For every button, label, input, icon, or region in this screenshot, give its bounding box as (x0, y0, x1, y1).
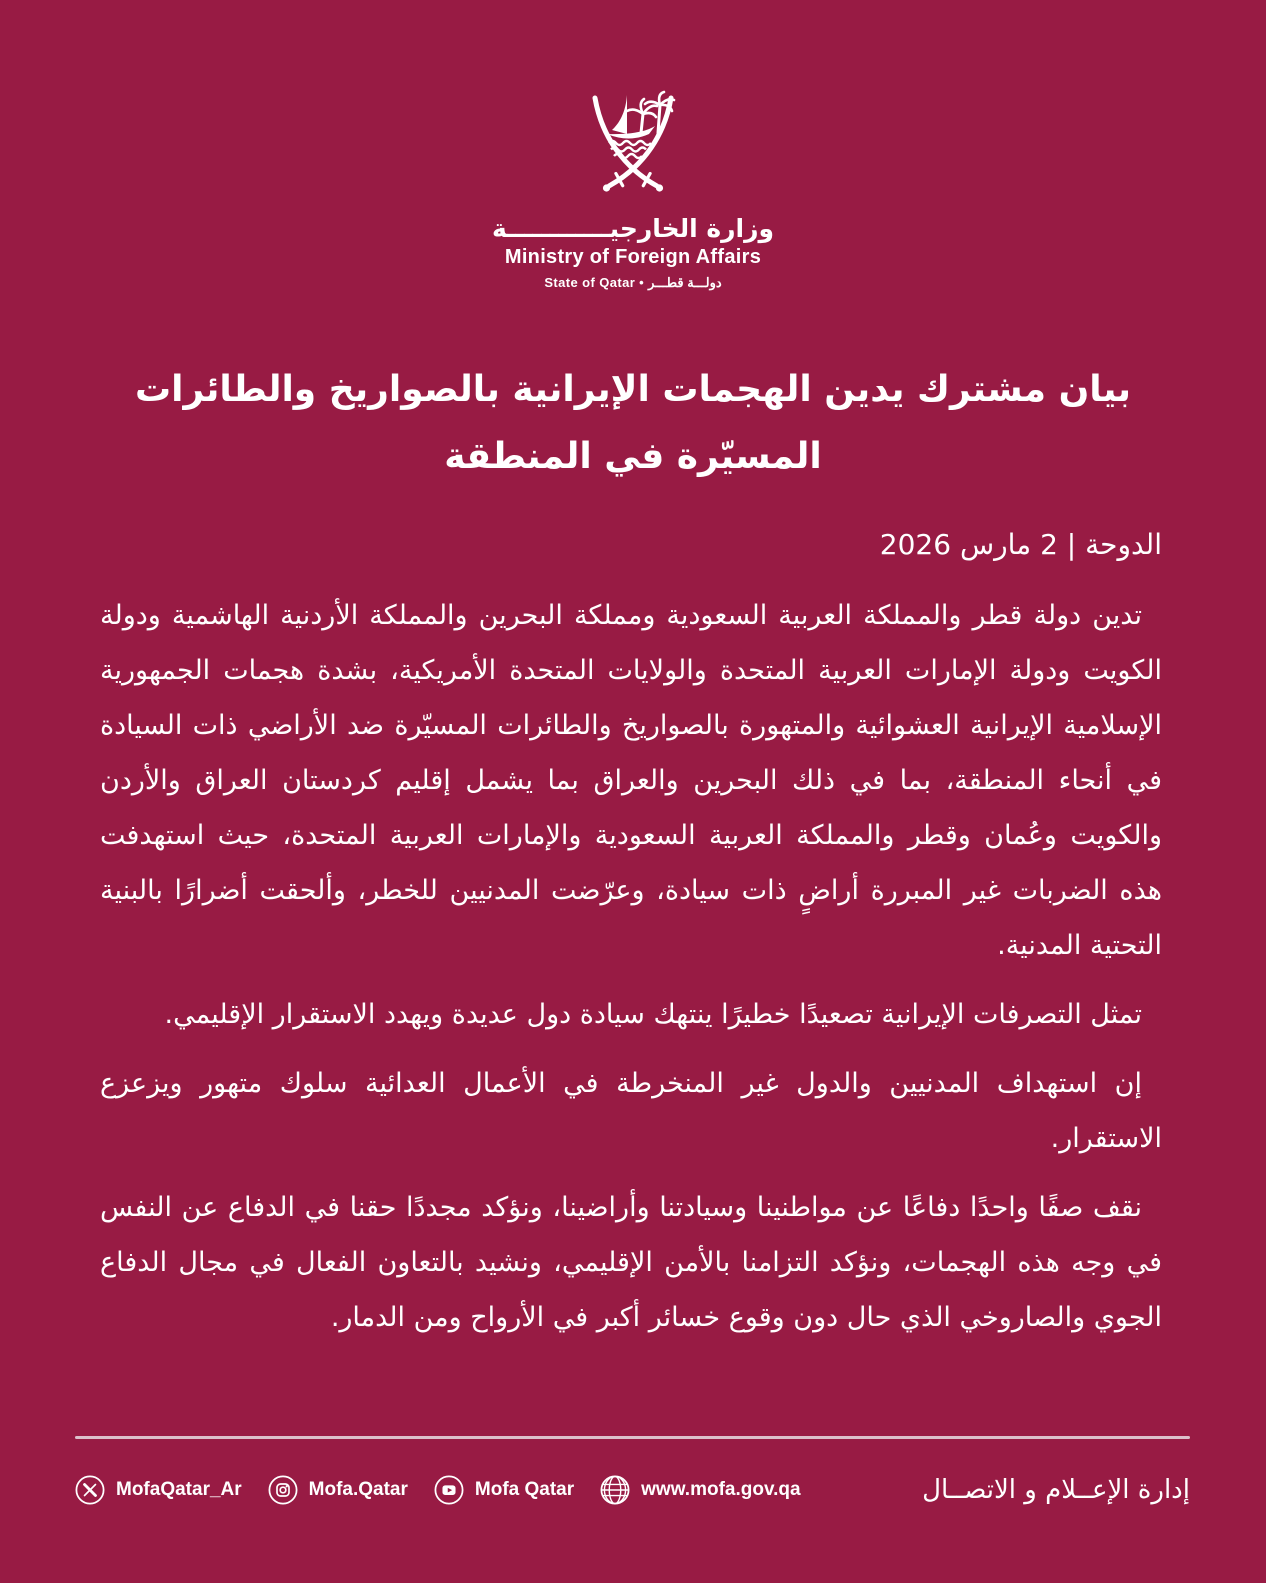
statement-paragraph-1: تدين دولة قطر والمملكة العربية السعودية ومملكة البحرين والمملكة الأردنية الهاشمية ودولة الكويت ودولة الإمارات العربية المتحدة والولايات المتحدة الأمريكية، بشدة هجمات الجمهورية الإسلامية الإيرانية العشوائية والمتهورة بالصواريخ والطائرات المسيّرة ضد الأراضي ذات السيادة في أنحاء المنطقة، بما في ذلك البحرين والعراق بما يشمل إقليم كردستان العراق والأردن والكويت وعُمان وقطر والمملكة العربية السعودية والإمارات العربية المتحدة، حيث استهدفت هذه الضربات غير المبررة أراضٍ ذات سيادة، وعرّضت المدنيين للخطر، وألحقت أضرارًا بالبنية التحتية المدنية. (100, 600, 1162, 961)
website-link[interactable] (600, 1475, 800, 1505)
social-x-handle[interactable] (75, 1475, 242, 1505)
x-icon (75, 1475, 105, 1505)
website-url-label: www.mofa.gov.qa (641, 1479, 801, 1500)
dateline: الدوحة | 2 مارس 2026 (879, 528, 1162, 561)
statement-title-line2: المسيّرة في المنطقة (444, 436, 822, 477)
social-instagram-label: Mofa.Qatar (308, 1479, 408, 1500)
statement-body (100, 588, 1162, 1359)
statement-paragraph-4: نقف صفًا واحدًا دفاعًا عن مواطنينا وسيادتنا وأراضينا، ونؤكد مجددًا حقنا في الدفاع عن النفس في وجه هذه الهجمات، ونؤكد التزامنا بالأمن الإقليمي، ونشيد بالتعاون الفعال في مجال الدفاع الجوي والصاروخي الذي حال دون وقوع خسائر أكبر في الأرواح ومن الدمار. (100, 1192, 1162, 1333)
social-youtube-label: Mofa Qatar (474, 1479, 575, 1500)
statement-title (80, 356, 1186, 490)
footer (75, 1458, 1190, 1522)
department-name: إدارة الإعــلام و الاتصــال (922, 1475, 1190, 1505)
social-links (75, 1475, 801, 1505)
statement-paragraph-3: إن استهداف المدنيين والدول غير المنخرطة في الأعمال العدائية سلوك متهور ويزعزع الاستقرار. (100, 1068, 1162, 1154)
statement-paragraph-2: تمثل التصرفات الإيرانية تصعيدًا خطيرًا ينتهك سيادة دول عديدة ويهدد الاستقرار الإقليمي. (164, 999, 1142, 1030)
ministry-name-english: Ministry of Foreign Affairs (504, 246, 762, 268)
qatar-mofa-emblem-icon (581, 88, 685, 206)
instagram-icon (268, 1475, 298, 1505)
social-x-label: MofaQatar_Ar (116, 1479, 242, 1500)
social-youtube-handle[interactable] (434, 1475, 574, 1505)
ministry-name-arabic: وزارة الخارجيــــــــــــة (491, 214, 775, 243)
footer-divider (75, 1436, 1190, 1439)
statement-title-line1: بيان مشترك يدين الهجمات الإيرانية بالصواريخ والطائرات (134, 369, 1132, 410)
state-of-qatar-tagline: State of Qatar • دولـــة قطـــر (544, 275, 722, 290)
globe-icon (600, 1475, 630, 1505)
social-instagram-handle[interactable] (268, 1475, 408, 1505)
mofa-logo-block (0, 88, 1266, 291)
youtube-icon (434, 1475, 464, 1505)
